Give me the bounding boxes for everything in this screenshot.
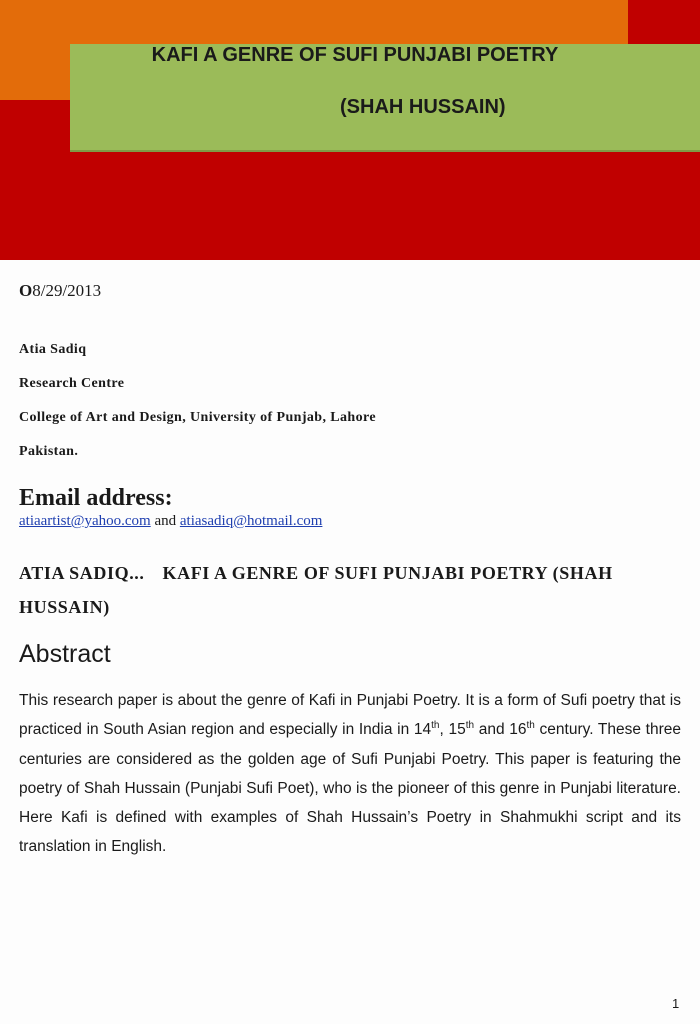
abstract-body (19, 686, 681, 862)
abstract-text-1: This research paper is about the genre of Kafi in Punjabi Poetry. It is a form of Sufi poetry that is practiced in South Asian region and especially in India in 14 (19, 692, 681, 739)
email-heading: Email address: (19, 485, 173, 511)
abstract-sup-1: th (431, 720, 440, 732)
abstract-text-4: century. These three centuries are considered as the golden age of Sufi Punjabi Poetry. This paper is featuring the poetry of Shah Hussain (Punjabi Sufi Poet), who is the pioneer of this genre in Punjabi literature. Here Kafi is defined with examples of Shah Hussain’s Poetry in Shahmukhi script and its translation in English. (19, 721, 681, 856)
paper-subtitle: (SHAH HUSSAIN) (340, 96, 506, 118)
author-country: Pakistan. (19, 444, 79, 459)
date-prefix: O (19, 281, 33, 300)
email-line (19, 513, 322, 530)
date-line (19, 281, 101, 301)
email-conjunction: and (154, 513, 177, 529)
author-institution: College of Art and Design, University of Punjab, Lahore (19, 410, 376, 425)
abstract-text-3: and 16 (474, 721, 527, 739)
banner-red-corner (628, 0, 700, 42)
abstract-heading: Abstract (19, 640, 111, 668)
author-department: Research Centre (19, 376, 125, 391)
running-title-text: KAFI A GENRE OF SUFI PUNJABI POETRY (SHAH HUSSAIN) (19, 563, 613, 617)
email-link-1[interactable]: atiaartist@yahoo.com (19, 513, 151, 529)
email-link-2[interactable]: atiasadiq@hotmail.com (179, 513, 323, 529)
running-title-author: ATIA SADIQ... (19, 563, 145, 583)
abstract-text-2: , 15 (439, 721, 466, 739)
author-name: Atia Sadiq (19, 342, 87, 357)
abstract-sup-3: th (526, 720, 535, 732)
page-number: 1 (672, 996, 680, 1011)
abstract-sup-2: th (465, 720, 475, 732)
running-title (19, 556, 679, 624)
paper-title: KAFI A GENRE OF SUFI PUNJABI POETRY (151, 44, 559, 66)
date-value: 8/29/2013 (32, 281, 102, 300)
